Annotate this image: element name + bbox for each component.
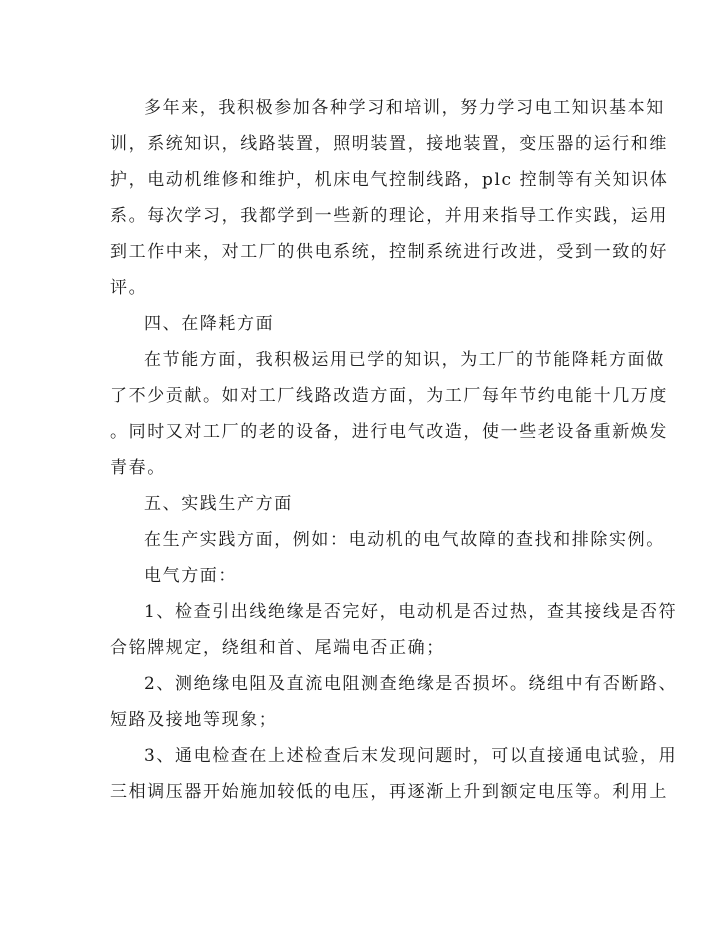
text-line: 。同时又对工厂的老的设备，进行电气改造，使一些老设备重新焕发: [110, 422, 668, 442]
paragraph-electrical: [110, 558, 610, 594]
document-page: [110, 90, 678, 810]
text-line: 护，电动机维修和维护，机床电气控制线路，plc 控制等有关知识体: [110, 170, 669, 190]
text-line: 评。: [110, 278, 148, 298]
text-line: 电气方面：: [144, 566, 237, 586]
list-item-3: [110, 738, 678, 810]
paragraph-study: [110, 90, 669, 306]
text-line: 短路及接地等现象；: [110, 710, 278, 730]
heading-line: 五、实践生产方面: [144, 494, 293, 514]
text-line: 到工作中来，对工厂的供电系统，控制系统进行改进，受到一致的好: [110, 242, 668, 262]
heading-line: 四、在降耗方面: [144, 314, 275, 334]
text-line: 在生产实践方面，例如：电动机的电气故障的查找和排除实例。: [144, 530, 665, 550]
text-line: 三相调压器开始施加较低的电压，再逐渐上升到额定电压等。利用上: [110, 782, 668, 802]
text-line: 合铭牌规定，绕组和首、尾端电否正确；: [110, 638, 445, 658]
text-line: 训，系统知识，线路装置，照明装置，接地装置，变压器的运行和维: [110, 134, 668, 154]
section-heading-4: [110, 306, 610, 342]
list-item-2: [110, 666, 678, 738]
text-line: 1、检查引出线绝缘是否完好，电动机是否过热，查其接线是否符: [144, 602, 678, 622]
text-line: 多年来，我积极参加各种学习和培训，努力学习电工知识基本知: [144, 98, 665, 118]
text-line: 了不少贡献。如对工厂线路改造方面，为工厂每年节约电能十几万度: [110, 386, 668, 406]
paragraph-practice: [110, 522, 665, 558]
text-line: 在节能方面，我积极运用已学的知识，为工厂的节能降耗方面做: [144, 350, 665, 370]
section-heading-5: [110, 486, 610, 522]
list-item-1: [110, 594, 678, 666]
text-line: 2、测绝缘电阻及直流电阻测查绝缘是否损坏。绕组中有否断路、: [144, 674, 678, 694]
paragraph-energy: [110, 342, 668, 486]
text-line: 青春。: [110, 458, 166, 478]
text-line: 3、通电检查在上述检查后末发现问题时，可以直接通电试验，用: [144, 746, 678, 766]
text-line: 系。每次学习，我都学到一些新的理论，并用来指导工作实践，运用: [110, 206, 668, 226]
